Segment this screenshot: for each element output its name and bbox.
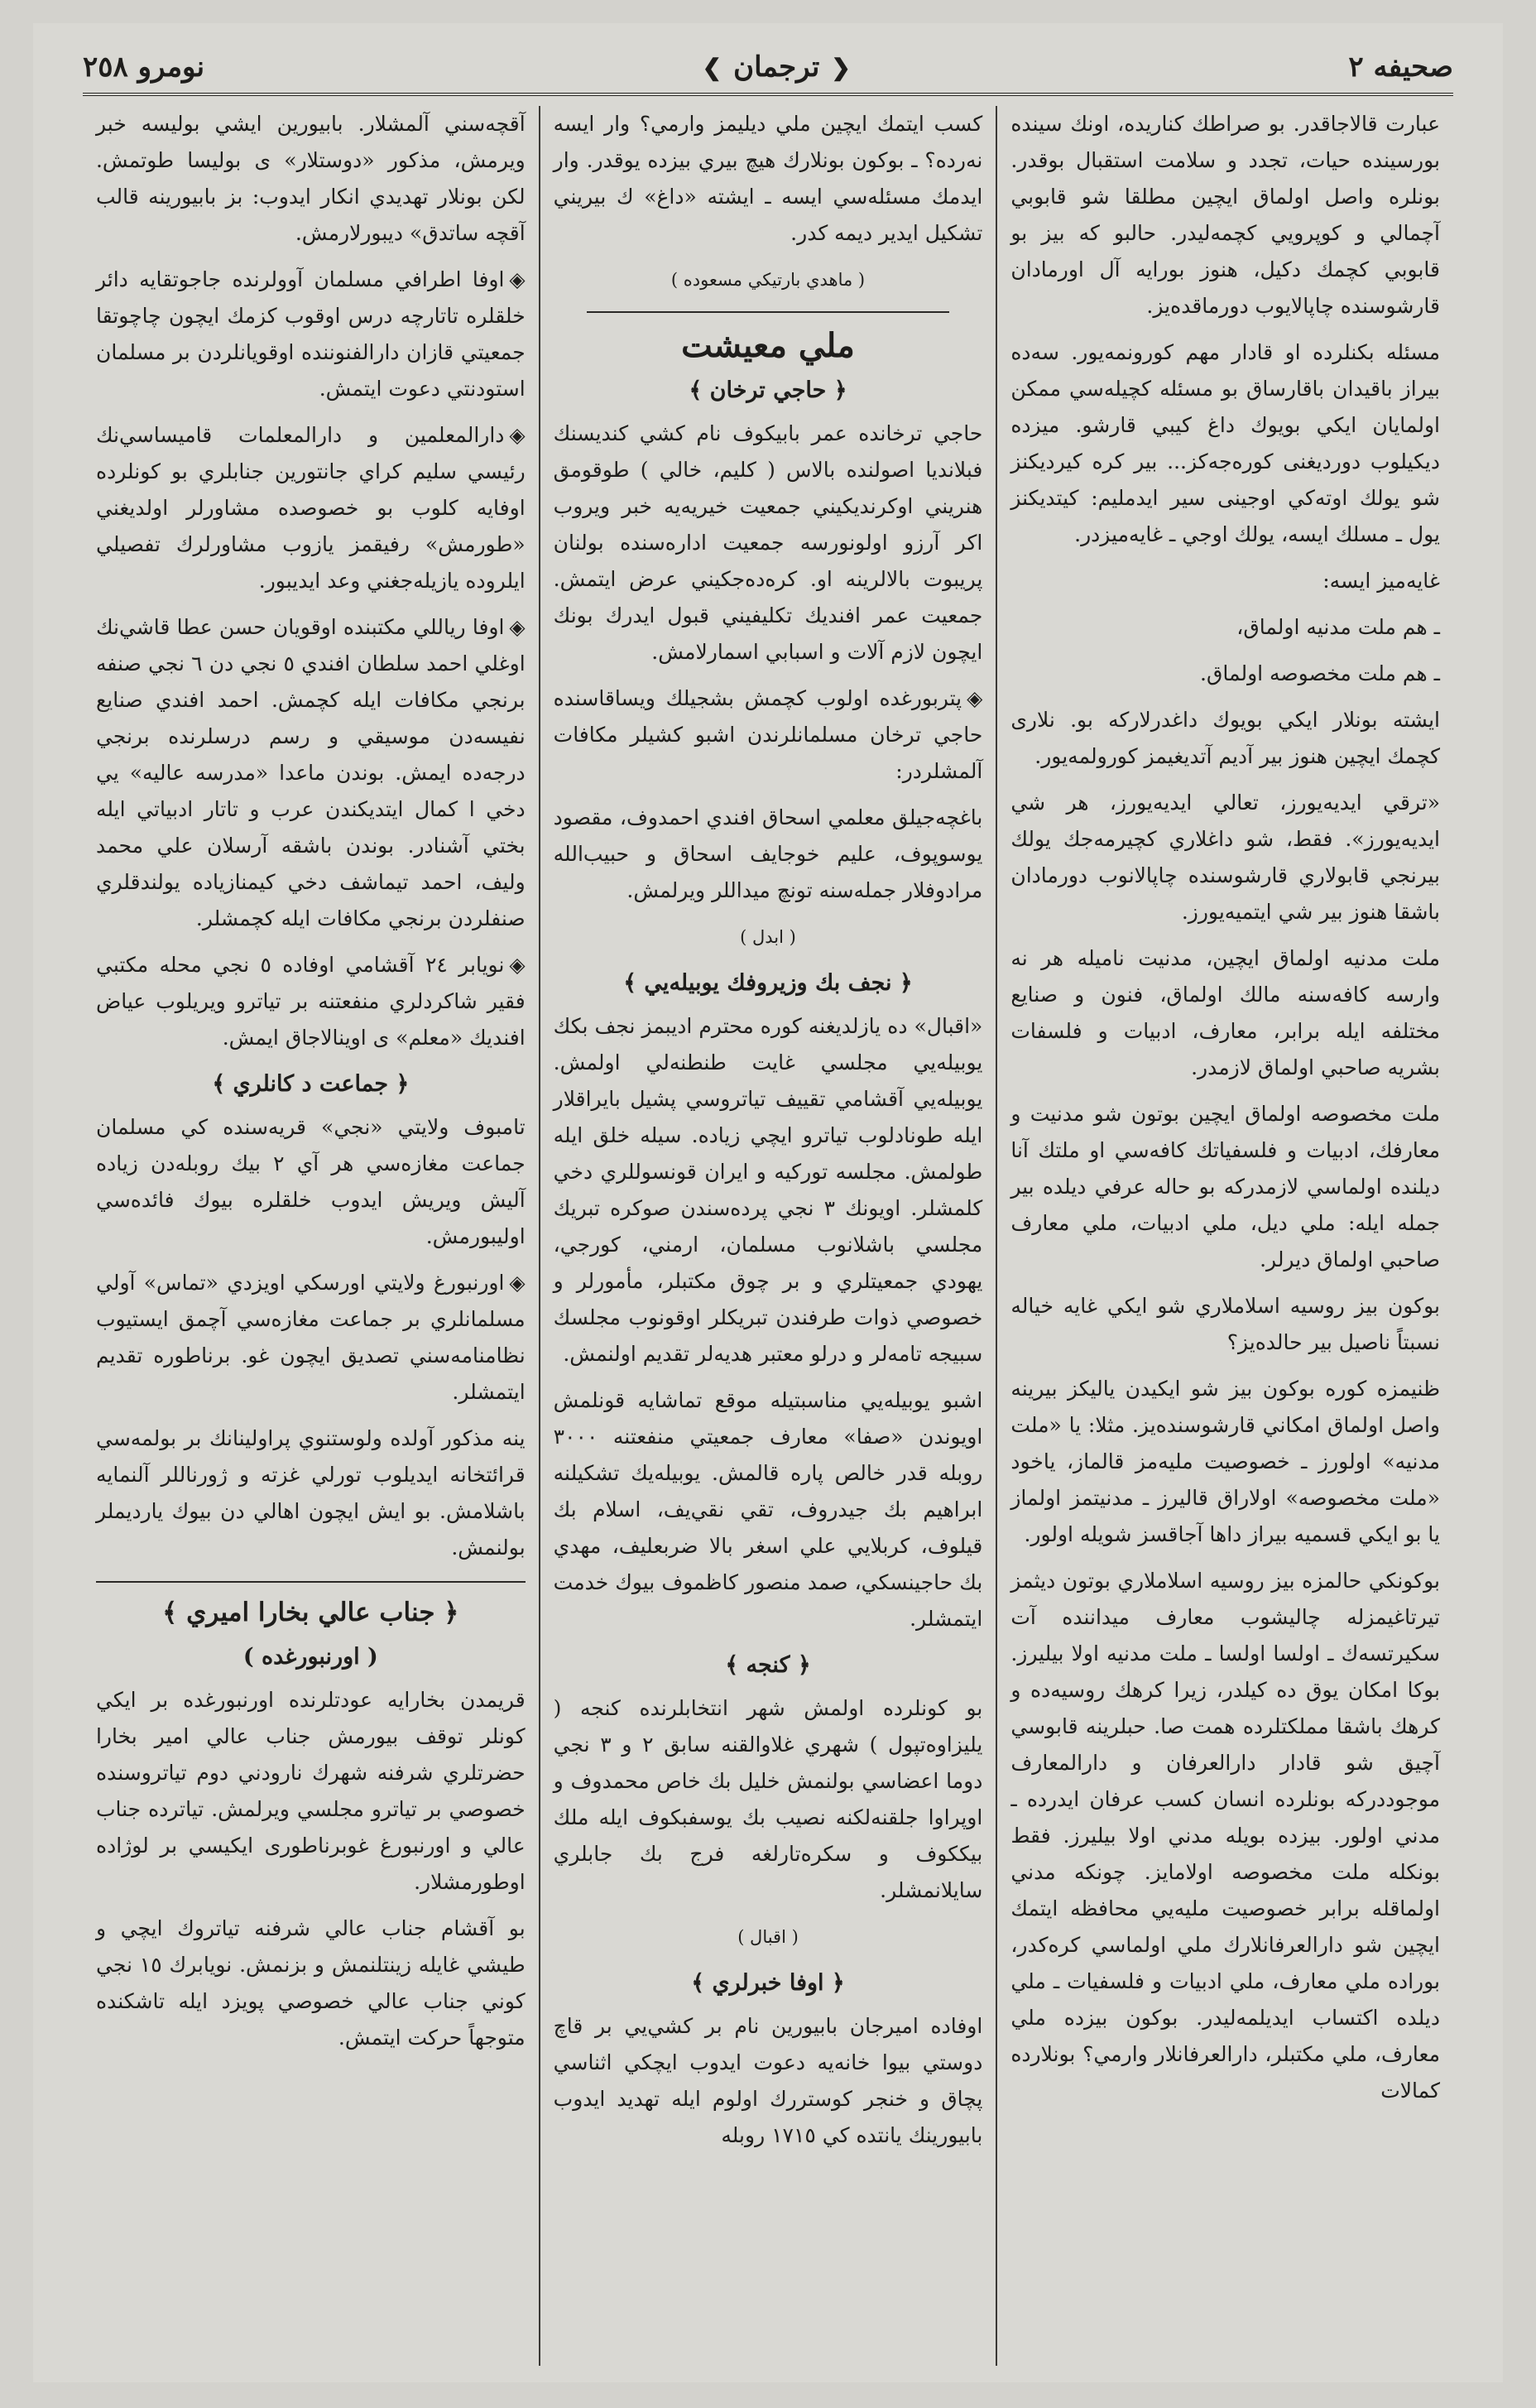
paragraph-text: دارالمعلمين و دارالمعلمات قاميساسي‌نك رئيسي سليم كراي جانتورين جنابلري بو كونلرده اوفايه كلوب بو خصوصده مشاورلر اولديغني «طورمش» رفيقمز يازوب مشاورلرك تفصيلي ايلروده يازيله‌جغني وعد ايديبور. [95,423,526,593]
diamond-bullet-icon: ◈ [967,686,983,710]
paragraph: ينه مذكور آولده ولوستنوي پراولينانك بر بولمه‌سي قرائتخانه ايديلوب تورلي غزته و ژورناللر آلنمايه باشلامش. بو ايش ايچون اهالي دن بيوك ياردیملر بولنمش. [95,1426,526,1560]
page-header [83,41,1453,96]
paragraph: ملت مخصوصه اولماق ايچين بوتون شو مدنيت و معارفك، ادبيات و فلسفياتك كافه‌سي او ملتك آنا ديلنده اولماسي لازمدركه بو حاله عرفي ديلده بير جمله ايله: ملي ديل، ملي ادبيات، ملي معارف صاحبي اولماق ديرلر. [1010,1102,1440,1271]
signature: ( اقبال ) [737,1927,799,1947]
paragraph: مسئله بكنلرده او قادار مهم كورونمه‌يور. سه‌ده بيراز باقيدان باقارساق بو مسئله كچيله‌سي ممكن اولمايان ايكي بويوك داغ كيبي قارشو. ميزده ديكيلوب دوردیغنی كوره‌جه‌كز... بير كره كيرديكنز شو يولك اوته‌كي اوجينی سير ايدمليم: كيتديكنز يول ـ مسلك ايسه، يولك اوجي ـ غايه‌ميزدر. [1010,340,1440,546]
masthead [703,50,851,84]
column-middle [539,106,996,2366]
column-left [83,106,539,2366]
paragraph: ظنيمزه كوره بوكون بيز شو ايكيدن ياليكز بيرينه واصل اولماق امكاني قارشوسنده‌يز. مثلا: يا «ملت مدنيه» اولورز ـ خصوصيت مليه‌مز قالماز، ياخود «ملت مخصوصه» اولاراق قاليرز ـ مدنيتمز اولماز يا بو ايكي قسميه بيراز داها آجاقسز شويله اولور. [1010,1377,1440,1546]
diamond-bullet-icon: ◈ [509,953,526,977]
paragraph-text: نويابر ٢٤ آقشامي اوفاده ٥ نجي محله مكتبي فقير شاكردلري منفعتنه بر تياترو ويريلوب عياض افنديك «معلم» ى اوينالاجاق ايمش. [95,953,526,1050]
divider [587,311,950,313]
paragraph: ملت مدنيه اولماق ايچين، مدنيت ناميله هر نه وارسه كافه‌سنه مالك اولماق، فنون و صنايع مختلفه ايله برابر، معارف، ادبيات و فلسفات بشريه صاحبي اولماق لازمدر. [1010,946,1440,1079]
issue-label: نومرو ٢٥٨ [83,50,205,84]
paragraph: ـ هم ملت مدنيه اولماق، [1236,615,1440,639]
columns [83,106,1453,2366]
paragraph: كسب ايتمك ايچين ملي ديليمز وارمي؟ وار ايسه نه‌رده؟ ـ بوكون بونلارك هيچ بيري بيزده يوقدر. وار ايدمك مسئله‌سي ايسه ـ ايشته «داغ» ك بيريني تشكيل ايدير ديمه كدر. [553,112,983,245]
article-subtitle: ( اورنبورغده ) [242,1644,378,1670]
page-label: صحيفه ٢ [1348,50,1453,84]
section-title: ملي معيشت [681,326,855,365]
paragraph: «اقبال» ده يازلدیغنه كوره محترم اديبمز نجف بكك يوبيله‌يي مجلسي غايت طنطنه‌لي اولمش. يوبيله‌يي آقشامي تقييف تياتروسي پشيل بايراقلار ايله طونادلوب تياترو ايچي زياده. سيله خلق ايله طولمش. مجلسه توركيه و ايران قونسوللري دخي كلمشلر. اويونك ٣ نجي پرده‌سندن صوكره تبريك مجلسي باشلانوب مسلمان، ارمني، كورجي، يهودي جمعيتلري و بر چوق مكتبلر، مأمورلر و خصوصي ذوات طرفندن تبريكلر اوقونوب مجلسك سبيجه تامه‌لر و درلو معتبر هديه‌لر تقديم اولنمش. [553,1014,983,1366]
paragraph: بو كونلرده اولمش شهر انتخابلرنده كنجه ( يليزاوه‌تپول ) شهري غلاوالقنه سابق ٢ و ٣ نجي دوما اعضاسي بولنمش خليل بك خاص محمدوف و اوپراوا جلقنه‌لكنه نصيب بك يوسفبكوف ايله ملك بيككوف و سكره‌تارلغه فرج بك جابلري سايلانمشلر. [553,1696,983,1902]
paragraph: بوكون بيز روسيه اسلاملاري شو ايكي غايه خياله نسبتاً ناصيل بير حالده‌يز؟ [1010,1294,1440,1354]
paragraph-text: اوفا رياللي مكتبنده اوقويان حسن عطا قاشي‌نك اوغلي احمد سلطان افندي ٥ نجي دن ٦ نجي صنفه برنجي مكافات ايله كچمش. احمد افندي صنايع نفيسه‌دن موسيقي و رسم درسلرنده برنجي درجه‌ده ايمش. بوندن ماعدا «مدرسه عاليه» يي دخي ا كمال ايتديكندن عرب و تاتار ادبياتي ايله بختي آشنادر. بوندن باشقه آرسلان علي محمد وليف، احمد تيماشف دخي كيمنازياده يولندقلري صنفلردن برنجي مكافات ايله كچمشلر. [95,615,526,930]
paragraph-text: پتربورغده اولوب كچمش بشجيلك ويساقاسنده حاجي ترخان مسلمانلرندن اشبو كشيلر مكافات آلمشلردر: [553,686,983,783]
signature: ( ابدل ) [740,927,796,947]
paragraph: ايشته بونلار ايكي بويوك داغدرلاركه بو. نلاری كچمك ايچين هنوز بير آدیم آتدیغيمز كورولمه‌يور. [1010,708,1440,768]
paragraph [96,262,526,407]
ornament-right-icon: ❯ [702,53,722,81]
paragraph: قريمدن بخارايه عودتلرنده اورنبورغده بر ايكي كونلر توقف بيورمش جناب عالي امير بخارا حضرتلري شرفنه شهرك نارودني دوم تياتروسنده خصوصي بر تياترو مجلسي ويرلمش. تياترده جناب عالي و اورنبورغ غوبرناطورى ايكيسي بر لوژاده اوطورمشلار. [95,1688,526,1894]
paragraph: تامبوف ولايتي «نجي» قريه‌سنده كي مسلمان جماعت مغازه‌سي هر آي ٢ بيك روبله‌دن زياده آليش ويريش ايدوب خلقلره بيوك فائده‌سي اوليبورمش. [95,1115,526,1248]
paragraph: عبارت قالاجاقدر. بو صراطك كناریده، اونك سينده بورسينده حيات، تجدد و سلامت استقبال بوقدر. بونلره واصل اولماق ايچين مطلقا شو قابوبي آچمالي و كوپرویي كچمه‌ليدر. حالبو كه بيز بو قابوبي كچمك دكيل، هنوز بورايه آل اورمادان قارشوسنده چاپالايوب دورماقده‌يز. [1010,112,1440,318]
paragraph [96,1265,526,1411]
paragraph-text: اورنبورغ ولايتي اورسكي اويزدي «تماس» آولي مسلمانلري بر جماعت مغازه‌سي آچمق ايستيوب نظامنامه‌سني تصديق ايچون غو. برناطوره تقديم ايتمشلر. [95,1271,526,1404]
paragraph: بوكونكي حالمزه بيز روسيه اسلاملاري بوتون ديثمز تيرتاغيمزله چاليشوب معارف ميداننده آت سكيرتسه‌ك ـ اولسا اولسا ـ ملت مدنيه اولا بيليرز. بوكا امكان يوق ده كيلدر، زيرا كرهك روسيه‌ده و كرهك باشقا مملكتلرده همت صا. حبلرينه قابوسي آچيق شو قادار دارالعرفان و دارالمعارف موجوددركه بونلرده انسان كسب عرفان ايدرده ـ مدني اولور. بيزده بويله مدني اولا بيليرز. فقط بونكله ملت مخصوصه اولامايز. چونكه مدني اولماقله برابر خصوصيت مليه‌يي محافظه ايتمك ايچين شو دارالعرفانلارك ملي اولماسي كره‌كدر، بوراده ملي معارف، ملي ادبيات و فلسفيات ـ ملي ديلده اكتساب ايديلمه‌ليدر. بوكون بيزده ملي معارف، ملي مكتبلر، دارالعرفانلار وارمي؟ بونلارده كمالات [1010,1569,1440,2103]
article-title: ﴿ جناب عالي بخارا اميري ﴾ [96,1581,526,1631]
diamond-bullet-icon: ◈ [509,615,526,639]
paragraph: باغچه‌جيلق معلمي اسحاق افندي احمدوف، مقصود يوسوپوف، عليم خوجايف اسحاق و حبيب‌الله مرادوفلار جمله‌سنه تونچ ميداللر ويرلمش. [553,805,983,902]
diamond-bullet-icon: ◈ [509,267,526,291]
section-heading: ﴿ جماعت د كانلري ﴾ [212,1071,410,1097]
paragraph: اشبو يوبيله‌يي مناسبتيله موقع تماشايه قونلمش اويوندن «صفا» معارف جمعيتي منفعتنه ٣٠٠٠ روبله قدر خالص پاره قالمش. يوبيله‌يك تشكيلنه ابراهيم بك جيدروف، تقي نقي‌يف، اسلام بك قيلوف، كربلايي علي اسغر بالا ضربعليف، مهدي بك حاجينسكي، صمد منصور كاظموف بيوك خدمت ايتمشلر. [553,1388,983,1631]
paragraph: حاجي ترخانده عمر بابيكوف نام كشي كنديسنك فبلاندیا اصولنده بالاس ( كليم، خالي ) طوقومق هنريني اوكرنديكيني جمعيت خيريه‌يه خبر ويروب اكر آرزو اولونورسه جمعيت اداره‌سنده بولنان پريبوت بالالرينه او. كره‌ده‌جكيني عرض ايتمش. جمعيت عمر افنديك تكليفيني قبول ايدرك بونك ايچون لازم آلات و اسبابي اسمارلامش. [553,421,983,664]
section-heading: ﴿ كنجه ﴾ [725,1652,811,1678]
paragraph-text: اوفا اطرافي مسلمان آوولرنده جاجوتقايه دائر خلقلره تاتارچه درس اوقوب كزمك ايچون چاچوتقا جمعيتي قازان دارالفنوننده اوقويانلردن بر مسلمان استودنتي دعوت ايتمش. [95,267,526,401]
paper-name: ترجمان [733,50,820,84]
paragraph: اوفاده اميرجان بابيورين نام بر كشي‌يي بر قاچ دوستي بيوا خانه‌يه دعوت ايدوب ايچكي اثناسي پچاق و خنجر كوستررك اولوم ايله تهديد ايدوب بابيورينك يانتده كي ١٧١٥ روبله [553,2014,983,2147]
section-heading: ﴿ اوفا خبرلري ﴾ [691,1970,845,1996]
newspaper-page [33,23,1503,2382]
paragraph: «ترقي ايديه‌يورز، تعالي ايديه‌يورز، هر شي ايديه‌يورز». فقط، شو داغلاري كچيرمه‌جك يولك بيرنجي قابولاري قارشوسنده چاپالانوب دورمادان باشقا هنوز بير شي ايتميه‌يورز. [1010,791,1440,924]
paragraph: بو آقشام جناب عالي شرفنه تياتروك ايچي و طيشي غايله زينتلنمش و بزنمش. نويابرك ١٥ نجي كوني جناب عالي خصوصي پويزد ايله تاشكنده متوجهاً حركت ايتمش. [95,1916,526,2050]
paragraph [96,609,526,937]
section-heading: ﴿ حاجي ترخان ﴾ [689,377,847,403]
column-right [996,106,1453,2366]
section-heading: ﴿ نجف بك وزيروفك يوبيله‌يي ﴾ [623,970,913,996]
paragraph [96,947,526,1056]
diamond-bullet-icon: ◈ [509,423,526,447]
signature: ( ماهدي بارتيكي مسعوده ) [670,270,866,290]
ornament-left-icon: ❮ [831,53,851,81]
paragraph: غايه‌ميز ايسه: [1322,569,1440,593]
paragraph [554,680,983,790]
paragraph: ـ هم ملت مخصوصه اولماق. [1200,661,1440,685]
diamond-bullet-icon: ◈ [509,1271,526,1295]
paragraph [96,417,526,599]
paragraph: آقچه‌سني آلمشلار. بابيورين ايشي بوليسه خبر ويرمش، مذكور «دوستلار» ى بوليسا طوتمش. لكن بونلار تهديدي انكار ايدوب: بز بابيورينه قالب آقچه ساتدق» ديبورلارمش. [95,112,526,245]
